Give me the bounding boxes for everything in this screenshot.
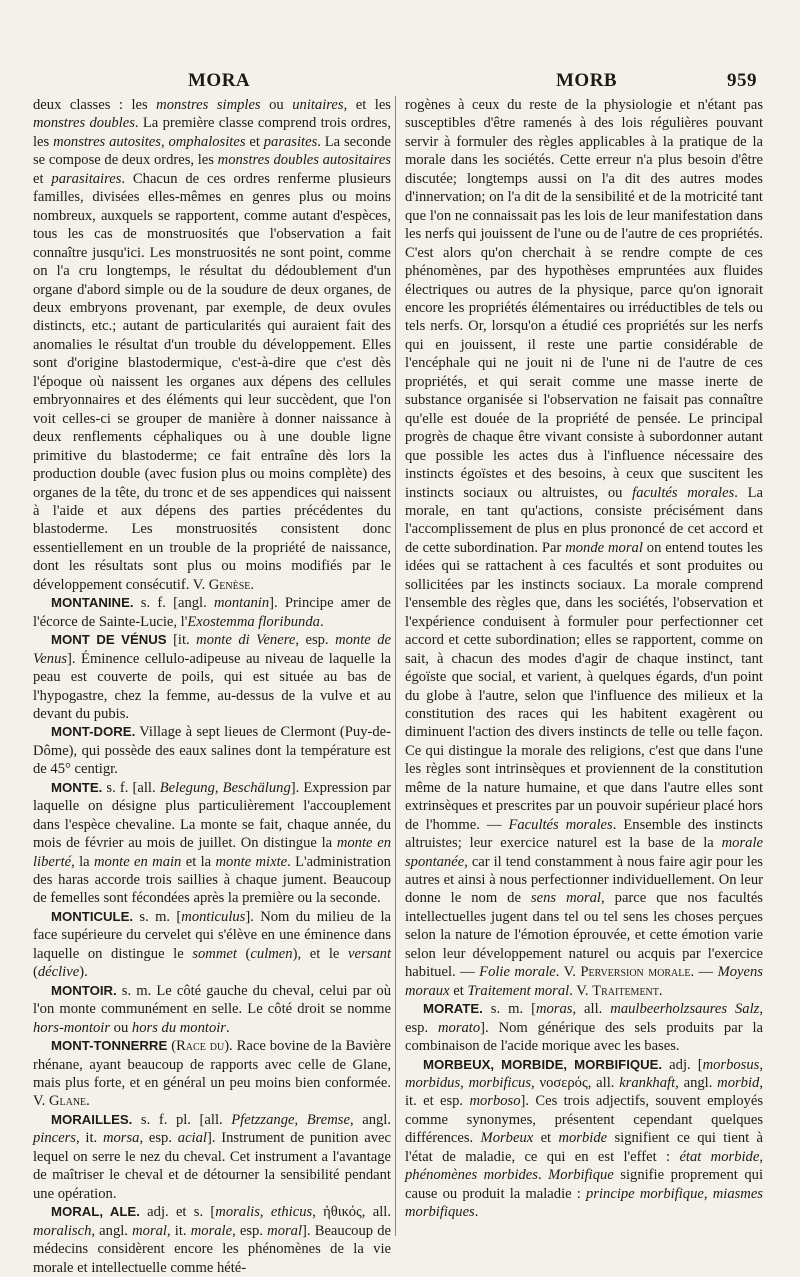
entry-definition: s. f. pl. [all. Pfetzzange, Bremse, angl. pincers, it. morsa, esp. acial]. Instrument de punition avec lequel on serre le nez du cheval. Cet instrument a l'avantage de maîtriser le cheval et de détourner la sensibilité pendant une opération. (33, 1111, 391, 1202)
dictionary-entry (33, 908, 391, 982)
entry-definition: adj. [morbosus, morbidus, morbificus, νοσερός, all. krankhaft, angl. morbid, it. et esp. morboso]. Ces trois adjectifs, souvent employés comme synonymes, présentent cependant quelques différences. Morbeux et morbide signifient ce qui tient à l'état de maladie, ce qui en est l'effet : état morbide, phénomènes morbides. Morbifique signifie proprement qui cause ou produit la maladie : principe morbifique, miasmes morbifiques. (405, 1056, 764, 1221)
entry-headword: MONTE. (51, 779, 103, 795)
entry-headword: MORATE. (423, 1001, 483, 1017)
dictionary-entry (33, 1111, 391, 1203)
dictionary-entry (33, 982, 391, 1037)
entry-definition: s. m. Le côté gauche du cheval, celui par où l'on monte communément en selle. Le côté droit se nomme hors-montoir ou hors du montoir. (33, 982, 391, 1036)
entry-headword: MONTICULE. (51, 908, 134, 924)
entry-definition: (Race du). Race bovine de la Bavière rhénane, ayant beaucoup de rapports avec celle de Glane, mais plus forte, et en général un peu moins bien conformée. V. Glane. (33, 1038, 391, 1110)
entry-definition: Village à sept lieues de Clermont (Puy-de-Dôme), qui possède des eaux salines dont la température est de 45° centigr. (33, 724, 391, 778)
dictionary-entry (33, 594, 391, 631)
column-divider (395, 96, 396, 1236)
entry-headword: MONT-DORE. (51, 724, 136, 740)
continued-text: deux classes : les monstres simples ou unitaires, et les monstres doubles. La première classe comprend trois ordres, les monstres autosites, omphalosites et parasites. La seconde se compose de deux ordres, les monstres doubles autositaires et parasitaires. Chacun de ces ordres renferme plusieurs familles, divisées elles-mêmes en genres plus ou moins nombreux, auxquels se rapportent, comme autant d'espèces, tous les cas de monstruosités que l'observation a fait connaître jusqu'ici. Les monstruosités ne sont point, comme on l'a cru longtemps, le résultat du dédoublement d'un organe d'abord simple ou de la soudure de deux organes, de deux embryons provenant, par exemple, de deux ovules distincts, etc.; autant de particularités qui auraient fait des anomalies le résultat d'un trouble du développement. Elles sont d'origine blastodermique, c'est-à-dire que c'est dès l'époque où naissent les organes aux dépens des cellules embryonnaires et des éléments qui leur succèdent, que l'on voit celles-ci se grouper de manière à donner naissance à deux renflements céphaliques ou à une double ligne primitive du blastoderme; ce fait entraîne dès lors la production double (avec fusion plus ou moins complète) des organes de la tête, du tronc et de ses appendices qui naissent à l'aide et aux dépens des parties précédentes du blastoderme. Les monstruosités consistent donc essentiellement en un trouble de la propriété de naissance, dont les résultats sont plus ou moins modifiés par le développement consécutif. V. Genèse. (33, 97, 391, 593)
entry-definition: adj. et s. [moralis, ethicus, ἠθικός, all. moralisch, angl. moral, it. morale, esp. moral]. Beaucoup de médecins considèrent encore les phénomènes de la vie morale et intellectuelle comme hété- (33, 1204, 391, 1276)
continued-text: rogènes à ceux du reste de la physiologie et n'étant pas susceptibles d'être ramenés à des lois régulières pouvant servir à formuler des règles applicables à la pratique de la morale dans les sociétés. Cette erreur n'a plus besoin d'être discutée; longtemps aussi on l'a dit des autres modes d'innervation; on l'a dit de la sensibilité et de la motricité tant que l'on ne connaissait pas les lois de leur manifestation dans les nerfs qui jouissent de l'une ou de l'autre de ces propriétés. C'est alors qu'on cherchait à se rendre compte de ces phénomènes, par des hypothèses empruntées aux fluides électriques ou autres de la physique, parce qu'on ignorait encore les propriétés élémentaires ou irréductibles de tels ou tels nerfs. Or, lorsqu'on a étudié ces propriétés sur les nerfs qui en jouissent, il reste une partie considérable de l'encéphale qui ne jouit ni de l'une ni de l'autre de ces propriétés, et qui serait comme une masse inerte de substance organisée si l'observation ne faisait pas connaître qu'elle est douée de la propriété de pensée. Le principal progrès de chaque être vivant consiste à subordonner autant que possible les actes dus à l'influence nécessaire des instincts égoïstes et des besoins, à ceux que suscitent les instincts sociaux ou altruistes, ou facultés morales. La morale, en tant qu'actions, consiste précisément dans l'accomplissement de plus en plus prononcé de cet accord et de cette subordination. Par monde moral on entend toutes les idées qui se rattachent à ces facultés et sont produites ou sollicitées par les instincts sociaux. La morale comprend l'ensemble des règles que, dans les sociétés, l'observation et l'expérience conduisent à formuler pour perfectionner cet accord et cette subordination; elles se rapportent, comme on sait, à chacun des modes d'agir de chaque instinct, tant égoïste que social, et varient, à quelques égards, d'un point du globe à l'autre, selon que l'influence des milieux et la constitution des races qui les habitent exagèrent ou diminuent l'action des divers instincts de telle ou telle façon. Ce qui distingue la morale des religions, c'est que dans l'une les règles sont intrinsèques et proviennent de la constitution même de la nature humaine, et que dans l'autre elles sont extrinsèques et prescrites par un pouvoir supérieur placé hors de l'homme. — Facultés morales. Ensemble des instincts altruistes; leur exercice naturel est la base de la morale spontanée, car il tend constamment à nous faire agir pour les autres et ainsi à nous perfectionner individuellement. On leur donne le nom de sens moral, parce que nos facultés intellectuelles jugent dans tel ou tel sens les choses perçues selon la nature de l'émotion éprouvée, et cette émotion varie selon leur développement naturel ou acquis par l'exercice habituel. — Folie morale. V. Perversion morale. — Moyens moraux et Traitement moral. V. Traitement. (405, 97, 763, 999)
entry-definition: [it. monte di Venere, esp. monte de Venus]. Éminence cellulo-adipeuse au niveau de laquelle la peau est couverte de poils, qui est située au bas de l'hypogastre, chez la femme, au-dessus de la vulve et au devant du pubis. (33, 632, 391, 722)
dictionary-entry (33, 779, 391, 908)
dictionary-entry (33, 1037, 391, 1111)
entry-definition: s. m. [moras, all. maulbeerholzsaures Salz, esp. morato]. Nom générique des sels produits par la combinaison de l'acide morique avec les bases. (405, 1001, 763, 1055)
entry-headword: MORAL, ALE. (51, 1204, 140, 1220)
entry-definition: s. f. [angl. montanin]. Principe amer de l'écorce de Sainte-Lucie, l'Exostemma floribunda. (33, 595, 391, 630)
entry-definition: s. f. [all. Belegung, Beschälung]. Expression par laquelle on désigne plus particulièrement l'accouplement dans l'espèce chevaline. La monte se fait, chaque année, du mois de février au mois de juillet. On distingue la monte en liberté, la monte en main et la monte mixte. L'administration des haras accorde trois saillies à chaque jument. Beaucoup de femelles sont fécondées après la première ou la seconde. (33, 779, 392, 907)
dictionary-entry (405, 1056, 763, 1222)
entry-headword: MORBEUX, MORBIDE, MORBIFIQUE. (423, 1056, 663, 1072)
running-head (0, 70, 800, 92)
right-column (405, 96, 763, 1222)
dictionary-entry (33, 1203, 391, 1277)
entry-headword: MONT-TONNERRE (51, 1038, 168, 1054)
entry-definition: s. m. [monticulus]. Nom du milieu de la face supérieure du cervelet qui s'élève en une éminence dans laquelle on distingue le sommet (culmen), et le versant (déclive). (33, 908, 391, 981)
dictionary-entry (33, 631, 391, 723)
left-column (33, 96, 391, 1277)
entry-headword: MORAILLES. (51, 1111, 133, 1127)
dictionary-entry (33, 723, 391, 778)
entry-headword: MONT DE VÉNUS (51, 632, 167, 648)
dictionary-entry (405, 1000, 763, 1055)
right-running-word: MORB (556, 70, 618, 91)
left-running-word: MORA (188, 70, 251, 91)
entry-headword: MONTANINE. (51, 595, 134, 611)
entry-headword: MONTOIR. (51, 982, 117, 998)
page-number: 959 (727, 70, 757, 91)
